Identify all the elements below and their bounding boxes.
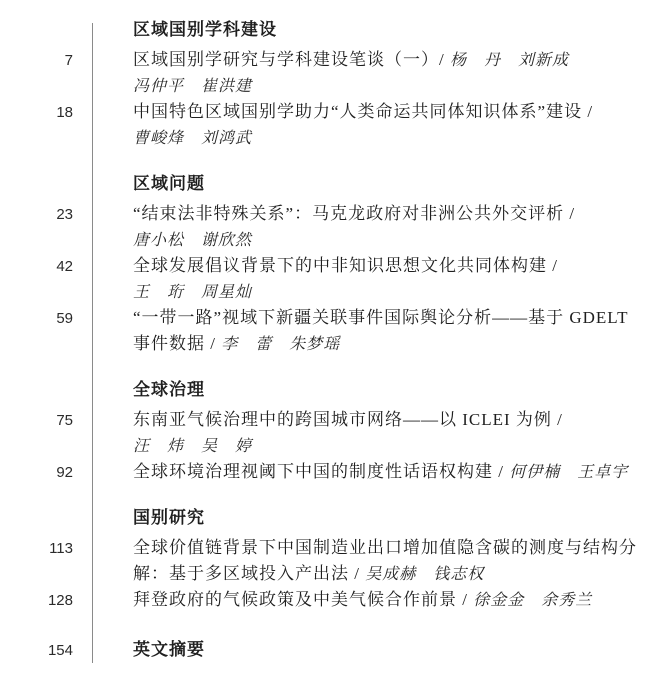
entry-authors: 王 珩 周星灿 [133, 284, 253, 301]
page-number: 154 [47, 642, 73, 659]
entry-authors: 何伊楠 王卓宇 [509, 464, 629, 481]
page-number: 92 [56, 464, 73, 481]
entry-authors: 吴成赫 钱志权 [365, 566, 485, 583]
entry-authors: 杨 丹 刘新成 [449, 52, 569, 69]
footer-label: 英文摘要 [133, 640, 205, 659]
entry-title: 拜登政府的气候政策及中美气候合作前景 / [133, 590, 474, 609]
page-number: 59 [56, 310, 73, 327]
entry-title: 解：基于多区域投入产出法 / [133, 564, 366, 583]
section-header-row [0, 17, 660, 43]
page-number: 128 [47, 592, 73, 609]
entry-text [133, 227, 252, 254]
toc-entry-line [0, 535, 660, 561]
entry-title: 全球环境治理视阈下中国的制度性话语权构建 / [133, 462, 510, 481]
section-header-row [0, 377, 660, 403]
entry-text [133, 201, 575, 227]
toc-entry-line [0, 331, 660, 357]
toc-entry-line [0, 433, 660, 459]
entry-text [133, 125, 252, 152]
toc-section [0, 377, 660, 485]
entry-title: 东南亚气候治理中的跨国城市网络——以 ICLEI 为例 / [133, 410, 563, 429]
page-number: 75 [56, 412, 73, 429]
entry-title: 全球价值链背景下中国制造业出口增加值隐含碳的测度与结构分 [133, 538, 637, 557]
entry-authors: 唐小松 谢欣然 [133, 232, 253, 249]
toc-entry-line [0, 305, 660, 331]
entry-authors: 李 蕾 朱梦瑶 [221, 336, 341, 353]
entry-text [133, 459, 628, 486]
entry-title: 全球发展倡议背景下的中非知识思想文化共同体构建 / [133, 256, 558, 275]
section-title: 全球治理 [133, 380, 205, 399]
toc-entry-line [0, 561, 660, 587]
entry-text [133, 407, 563, 433]
entry-title: 中国特色区域国别学助力“人类命运共同体知识体系”建设 / [133, 102, 594, 121]
toc-section [0, 171, 660, 357]
toc-entry-line [0, 99, 660, 125]
entry-text [133, 587, 592, 614]
toc-entry-line [0, 279, 660, 305]
toc-entry-line [0, 459, 660, 485]
entry-text [133, 535, 637, 561]
entry-text [133, 253, 558, 279]
entry-title: “结束法非特殊关系”：马克龙政府对非洲公共外交评析 / [133, 204, 576, 223]
toc-section [0, 505, 660, 613]
page-number: 23 [56, 206, 73, 223]
entry-text [133, 331, 340, 358]
page-number: 18 [56, 104, 73, 121]
toc-entry-line [0, 407, 660, 433]
toc-entry-line [0, 125, 660, 151]
toc-entry-line [0, 201, 660, 227]
entry-text [133, 305, 629, 331]
toc-entry-line [0, 587, 660, 613]
entry-title: 事件数据 / [133, 334, 222, 353]
toc-entry-line [0, 227, 660, 253]
entry-text [133, 99, 593, 125]
toc-footer-row [0, 637, 660, 663]
entry-text [133, 47, 569, 74]
section-header-row [0, 505, 660, 531]
entry-authors: 冯仲平 崔洪建 [133, 78, 253, 95]
entry-title: 区域国别学研究与学科建设笔谈（一）/ [133, 50, 450, 69]
toc-entry-line [0, 47, 660, 73]
entry-text [133, 279, 252, 306]
page-number: 7 [64, 52, 73, 69]
section-title: 国别研究 [133, 508, 205, 527]
toc-section [0, 17, 660, 151]
toc-entry-line [0, 253, 660, 279]
entry-text [133, 73, 252, 100]
entry-authors: 汪 炜 吴 婷 [133, 438, 253, 455]
section-header-row [0, 171, 660, 197]
section-title: 区域问题 [133, 174, 205, 193]
entry-authors: 徐金金 余秀兰 [473, 592, 593, 609]
entry-text [133, 561, 484, 588]
section-title: 区域国别学科建设 [133, 20, 277, 39]
entry-text [133, 433, 252, 460]
entry-title: “一带一路”视域下新疆关联事件国际舆论分析——基于 GDELT [133, 308, 629, 327]
entry-authors: 曹峻烽 刘鸿武 [133, 130, 253, 147]
page-number: 42 [56, 258, 73, 275]
page-number: 113 [49, 540, 73, 557]
toc-entry-line [0, 73, 660, 99]
